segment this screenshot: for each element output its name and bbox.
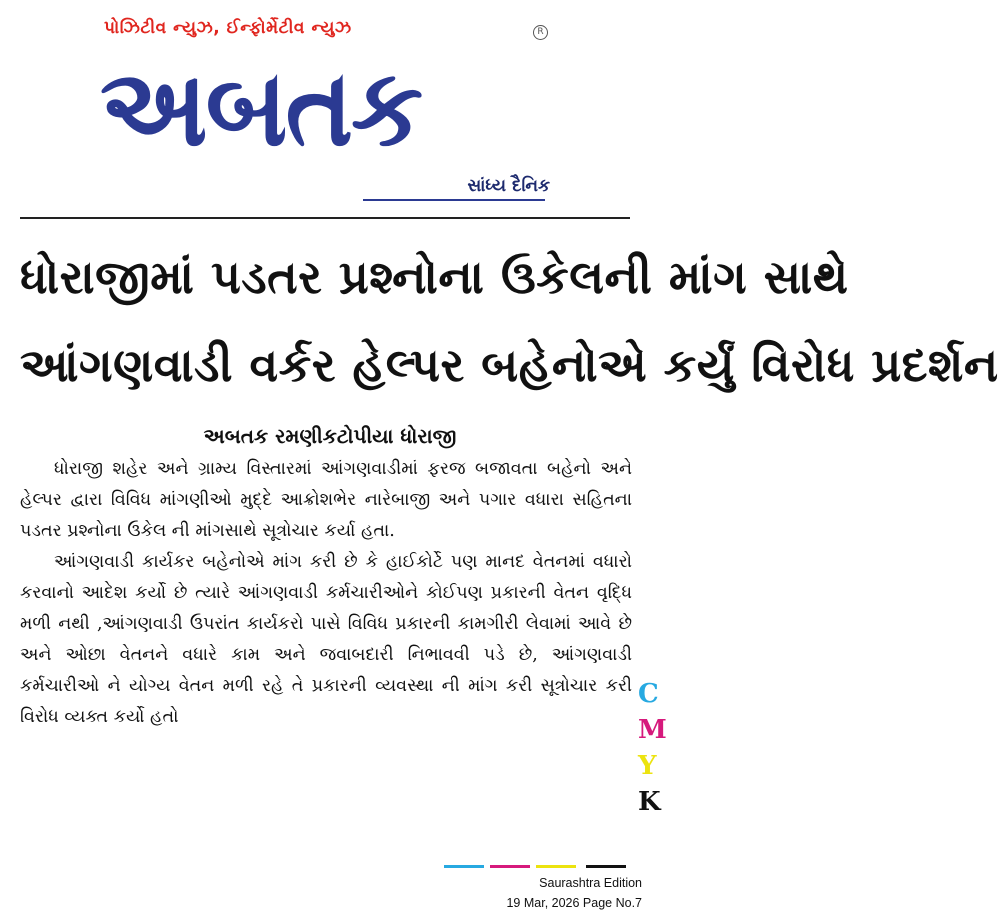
masthead-tagline: પોઝિટીવ ન્યુઝ, ઈન્ફોર્મેટીવ ન્યુઝ [104,18,352,38]
cmyk-letter-y: Y [638,751,657,781]
subtitle-underline [363,199,545,201]
cmyk-bar-yellow [536,865,576,868]
article-byline: અબતક રમણીકટોપીયા ધોરાજી [203,424,457,448]
edition-label: Saurashtra Edition [539,876,642,890]
cmyk-letter-k: K [638,787,661,817]
masthead-subtitle: સાંધ્ય દૈનિક [467,176,550,196]
article-paragraph: ધોરાજી શહેર અને ગ્રામ્ય વિસ્તારમાં આંગણવાડીમાં ફરજ બજાવતા બહેનો અને હેલ્પર દ્વારા વિવિધ માંગણીઓ મુદ્દે આક્રોશભેર નારેબાજી અને પગાર વધારા સહિતના પડતર પ્રશ્નોના ઉકેલ ની માંગસાથે સૂત્રોચાર કર્યા હતા. [20,459,633,541]
registered-mark-icon: R [533,25,548,40]
masthead-divider [20,217,630,219]
cmyk-bar-black [586,865,626,868]
article-paragraph: આંગણવાડી કાર્યકર બહેનોએ માંગ કરી છે કે હાઈકોર્ટે પણ માનદ વેતનમાં વધારો કરવાનો આદેશ કર્યો છે ત્યારે આંગણવાડી કર્મચારીઓને કોઈપણ પ્રકારની વેતન વૃદ્ધિ મળી નથી ,આંગણવાડી ઉપરાંત કાર્યકરો પાસે વિવિધ પ્રકારની કામગીરી લેવામાં આવે છે અને ઓછા વેતનને વધારે કામ અને જવાબદારી નિભાવવી પડે છે, આંગણવાડી કર્મચારીઓ ને યોગ્ય વેતન મળી રહે તે પ્રકારની વ્યવસ્થા ની માંગ કરી સૂત્રોચાર કરી વિરોધ વ્યક્ત કર્યો હતો [20,552,632,727]
date-page-label: 19 Mar, 2026 Page No.7 [506,896,642,910]
cmyk-letter-m: M [638,715,667,745]
article-body [20,454,632,733]
headline-line-2: આંગણવાડી વર્કર હેલ્પર બહેનોએ કર્યું વિરોધ પ્રદર્શન [20,338,999,392]
newspaper-logo: અબતક [100,46,422,171]
cmyk-letter-c: C [638,679,659,709]
cmyk-bar-cyan [444,865,484,868]
cmyk-registration-letters [638,676,667,820]
cmyk-bar-magenta [490,865,530,868]
headline-line-1: ધોરાજીમાં પડતર પ્રશ્નોના ઉકેલની માંગ સાથે [20,250,849,304]
